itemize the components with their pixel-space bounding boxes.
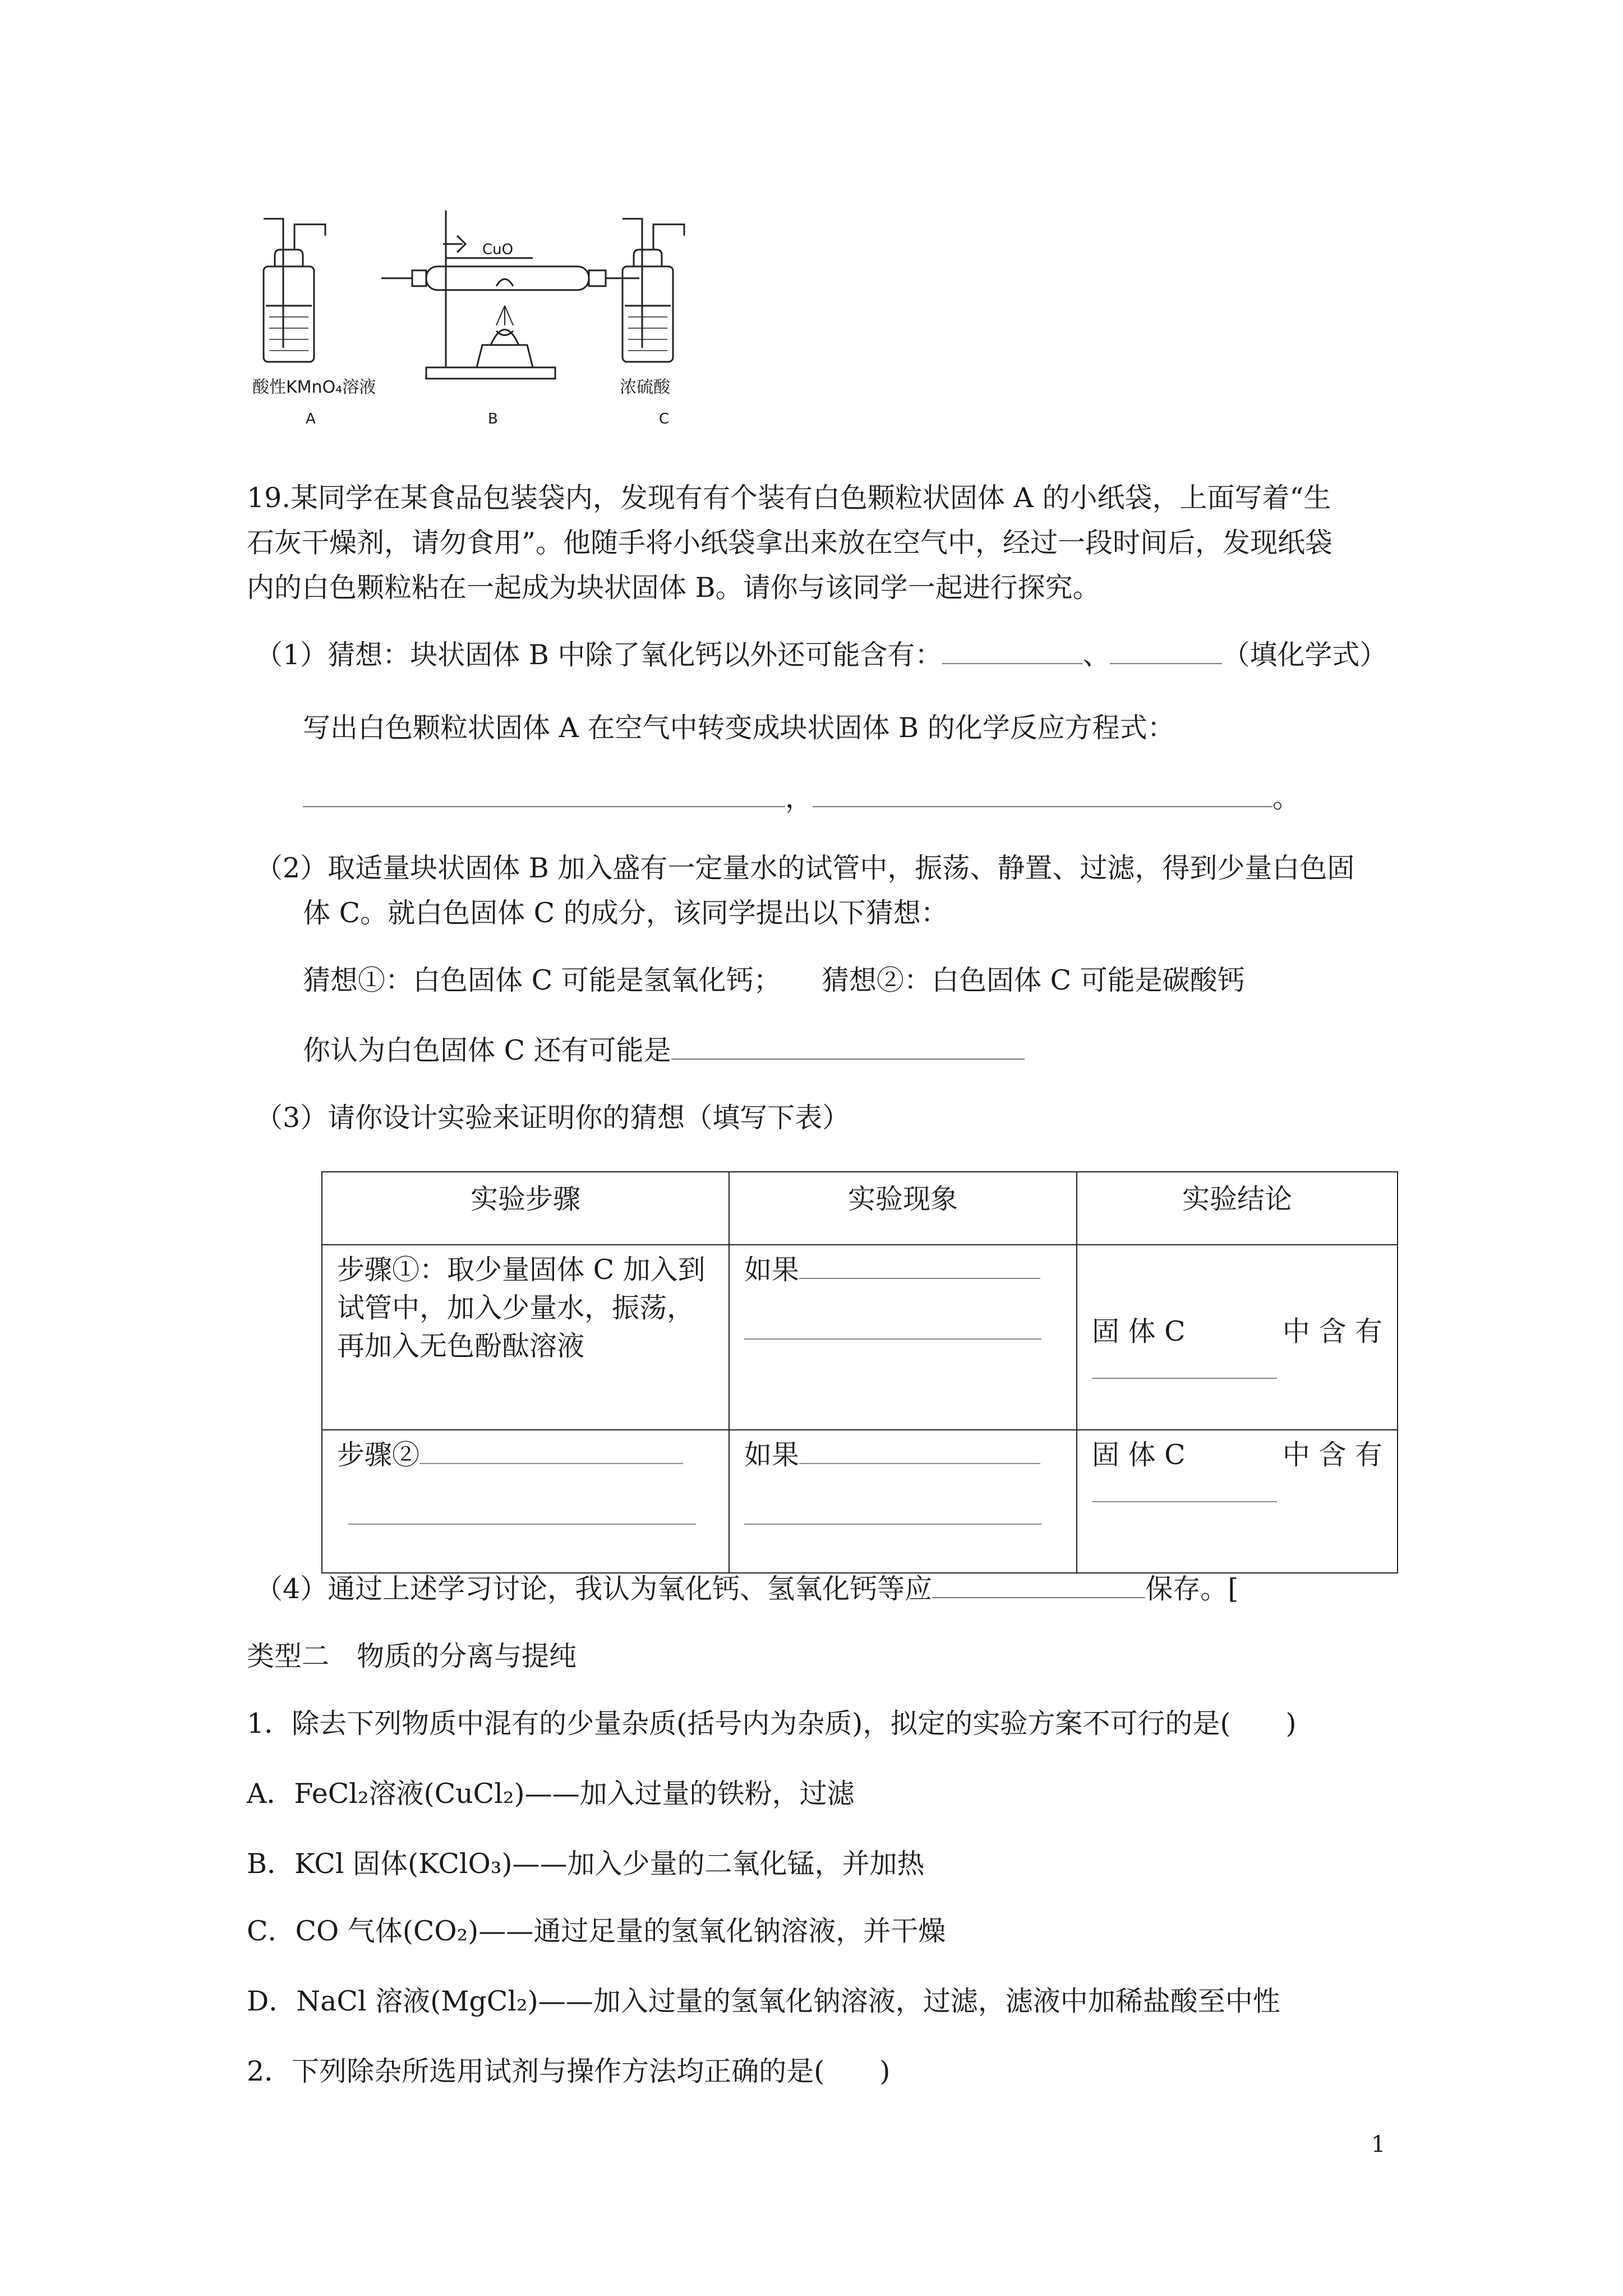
blank-step-2b[interactable]: [348, 1498, 696, 1525]
blank-conclusion-1[interactable]: [1092, 1352, 1277, 1379]
blank-storage[interactable]: [932, 1572, 1145, 1598]
header-steps: 实验步骤: [322, 1172, 729, 1245]
caption-b: B: [488, 411, 498, 427]
bottle-c-label: 浓硫酸: [620, 378, 670, 397]
part2-line2: 体 C。就白色固体 C 的成分，该同学提出以下猜想：: [303, 897, 948, 929]
part2-line4-text: 你认为白色固体 C 还有可能是: [303, 1034, 671, 1066]
equation-end: 。: [1272, 782, 1301, 814]
part2-line1: （2）取适量块状固体 B 加入盛有一定量水的试管中，振荡、静置、过滤，得到少量白色固: [255, 852, 1355, 884]
header-conclusion: 实验结论: [1077, 1172, 1398, 1245]
part1-line2: 写出白色颗粒状固体 A 在空气中转变成块状固体 B 的化学反应方程式：: [303, 712, 1175, 744]
row1-step: [322, 1245, 729, 1430]
part4: [255, 1571, 1238, 1608]
table-header-row: [322, 1172, 1398, 1245]
option-b: B．KCl 固体(KClO₃)——加入少量的二氧化锰，并加热: [247, 1848, 925, 1880]
conclusion-suffix: 中 含 有: [1282, 1315, 1382, 1347]
option-a: A．FeCl₂溶液(CuCl₂)——加入过量的铁粉，过滤: [247, 1778, 855, 1810]
blank-formula-1[interactable]: [942, 638, 1082, 664]
blank-phenomenon-2b[interactable]: [744, 1498, 1041, 1525]
part4-tail: 保存。[: [1145, 1573, 1239, 1605]
blank-phenomenon-1[interactable]: [799, 1252, 1040, 1279]
caption-c: C: [659, 411, 670, 427]
blank-other-guess[interactable]: [671, 1034, 1025, 1060]
table-row: [322, 1245, 1398, 1430]
section2-title: 类型二 物质的分离与提纯: [247, 1640, 577, 1672]
q19-part1: [255, 637, 1387, 674]
guess-2: 猜想②：白色固体 C 可能是碳酸钙: [822, 964, 1245, 996]
q19-line1: 19.某同学在某食品包装袋内，发现有有个装有白色颗粒状固体 A 的小纸袋，上面写着“生: [247, 482, 1331, 514]
blank-formula-2[interactable]: [1110, 638, 1222, 664]
row1-step-line3: 再加入无色酚酞溶液: [337, 1330, 585, 1362]
cuo-label: CuO: [482, 241, 514, 258]
blank-phenomenon-1b[interactable]: [744, 1313, 1041, 1340]
q19-line3: 内的白色颗粒粘在一起成为块状固体 B。请你与该同学一起进行探究。: [247, 572, 1100, 604]
apparatus-drawing: [241, 202, 735, 438]
option-d: D．NaCl 溶液(MgCl₂)——加入过量的氢氧化钠溶液，过滤，滤液中加稀盐酸至中性: [247, 1985, 1280, 2017]
blank-step-2[interactable]: [419, 1437, 683, 1464]
blank-conclusion-2[interactable]: [1092, 1475, 1277, 1502]
row1-step-line1: 步骤①：取少量固体 C 加入到: [337, 1254, 706, 1286]
equation-line: [303, 780, 1300, 817]
table-row: [322, 1430, 1398, 1573]
row2-step: [322, 1430, 729, 1573]
row2-conclusion: [1077, 1430, 1398, 1573]
part1-tail: （填化学式）: [1222, 639, 1387, 671]
blank-equation-2[interactable]: [813, 781, 1272, 807]
page-number: 1: [1371, 2132, 1386, 2157]
row2-phenomenon: [729, 1430, 1077, 1573]
if-label: 如果: [744, 1254, 800, 1286]
header-phenomena: 实验现象: [729, 1172, 1077, 1245]
conclusion-prefix: 固 体 C: [1092, 1315, 1186, 1347]
section2-q1: 1．除去下列物质中混有的少量杂质(括号内为杂质)，拟定的实验方案不可行的是( ): [247, 1708, 1297, 1740]
guess-1: 猜想①：白色固体 C 可能是氢氧化钙；: [303, 964, 781, 996]
caption-a: A: [306, 411, 316, 427]
equation-comma: ，: [785, 782, 813, 814]
part1-lead: （1）猜想：块状固体 B 中除了氧化钙以外还可能含有：: [255, 639, 943, 671]
row2-step-label: 步骤②: [337, 1439, 420, 1471]
option-c: C．CO 气体(CO₂)——通过足量的氢氧化钠溶液，并干燥: [247, 1915, 946, 1947]
row1-step-line2: 试管中，加入少量水，振荡，: [337, 1292, 695, 1324]
part1-sep: 、: [1082, 639, 1110, 671]
conclusion-suffix: 中 含 有: [1282, 1439, 1382, 1471]
bottle-a-label: 酸性KMnO₄溶液: [252, 378, 376, 397]
q19-line2: 石灰干燥剂，请勿食用”。他随手将小纸袋拿出来放在空气中，经过一段时间后，发现纸袋: [247, 527, 1333, 559]
blank-equation-1[interactable]: [303, 781, 785, 807]
part3: （3）请你设计实验来证明你的猜想（填写下表）: [255, 1102, 850, 1134]
row1-phenomenon: [729, 1245, 1077, 1430]
part2-line4: [303, 1032, 1025, 1069]
experiment-table: [321, 1171, 1398, 1573]
row1-conclusion: [1077, 1245, 1398, 1430]
conclusion-prefix: 固 体 C: [1092, 1439, 1186, 1471]
if-label: 如果: [744, 1439, 800, 1471]
section2-q2: 2．下列除杂所选用试剂与操作方法均正确的是( ): [247, 2055, 891, 2087]
blank-phenomenon-2[interactable]: [799, 1437, 1040, 1464]
part4-lead: （4）通过上述学习讨论，我认为氧化钙、氢氧化钙等应: [255, 1573, 933, 1605]
apparatus-figure: [241, 202, 735, 438]
